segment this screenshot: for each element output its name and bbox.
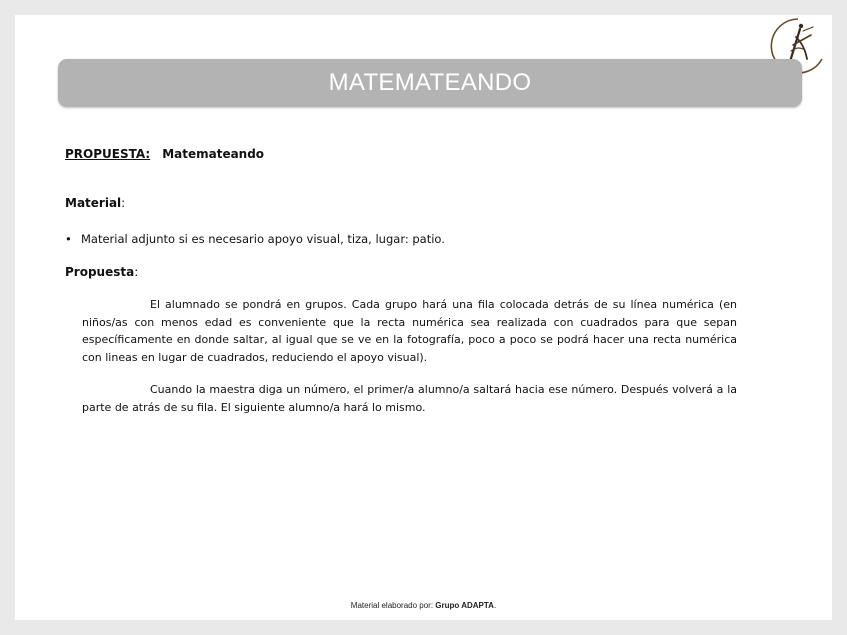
bullet-icon: • — [65, 232, 72, 246]
slide — [15, 15, 832, 620]
propuesta-paragraph-1: El alumnado se pondrá en grupos. Cada grupo hará una fila colocada detrás de su línea numérica (en niños/as con menos edad es conveniente que la recta numérica sea realizada con cuadrados para que sepan específicamente en donde saltar, al igual que se ve en la fotografía, poco a poco se podrá hacer una recta numérica con lineas en lugar de cuadrados, reduciendo el apoyo visual). — [82, 298, 737, 364]
page-title: MATEMATEANDO — [328, 69, 532, 96]
material-label: Material — [65, 196, 122, 210]
propuesta-label: Propuesta — [65, 265, 135, 279]
proposal-heading — [65, 147, 264, 161]
footer-suffix: . — [493, 601, 497, 610]
material-item-text: Material adjunto si es necesario apoyo visual, tiza, lugar: patio. — [81, 232, 445, 246]
propuesta-paragraph-2: Cuando la maestra diga un número, el primer/a alumno/a saltará hacia ese número. Después volverá a la parte de atrás de su fila. El siguiente alumno/a hará lo mismo. — [82, 383, 737, 414]
material-heading: Material: — [65, 196, 126, 210]
footer-prefix: Material elaborado por: — [350, 601, 436, 610]
propuesta-heading: Propuesta: — [65, 265, 139, 279]
footer-author: Grupo ADAPTA — [435, 601, 494, 610]
proposal-name: Matemateando — [162, 147, 265, 161]
proposal-label: PROPUESTA: — [65, 147, 151, 161]
title-bar — [58, 59, 802, 107]
footer-credit — [15, 601, 832, 610]
material-item — [65, 232, 445, 246]
